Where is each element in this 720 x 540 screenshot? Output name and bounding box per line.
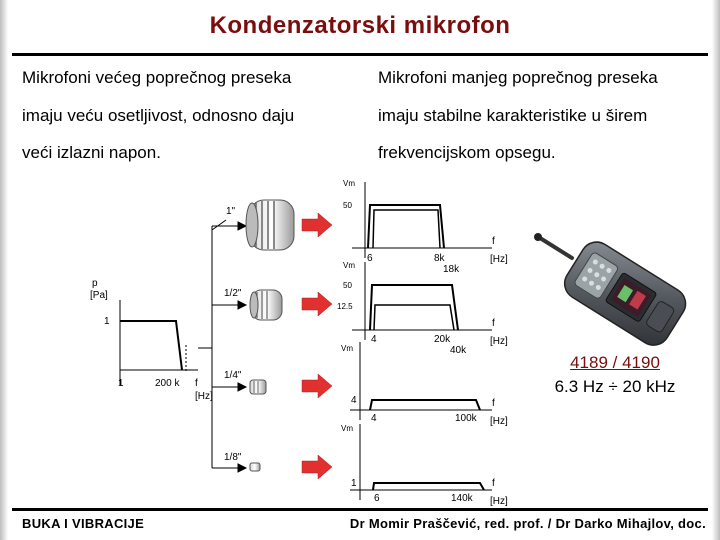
freq-axis-symbol: f: [195, 378, 198, 389]
graph3-x-high: 100k: [455, 413, 477, 424]
graph2-x-low: 4: [371, 334, 377, 345]
footer-course: BUKA I VIBRACIJE: [22, 516, 145, 531]
mic-size-quarter-inch: 1/4": [224, 370, 242, 381]
graph4-x-high: 140k: [451, 493, 473, 504]
graph2-x-extra: 40k: [450, 345, 467, 356]
response-graph-quarter-inch: [341, 342, 508, 427]
footer-divider: [12, 508, 708, 511]
pressure-tick-1: 1: [104, 316, 110, 327]
graph1-x-extra: 18k: [443, 264, 460, 275]
graph1-level: 50: [343, 201, 352, 210]
graph4-ylabel: Vm: [341, 424, 353, 433]
left-text-line-1: Mikrofoni većeg poprečnog preseka: [22, 68, 292, 87]
graph2-ylabel: Vm: [343, 261, 355, 270]
freq-tick-200k: 200 k: [155, 378, 180, 389]
graph1-hz: [Hz]: [490, 254, 508, 265]
graph1-x-low: 6: [367, 253, 373, 264]
arrow-right-icon: [302, 213, 332, 237]
graph3-level: 4: [351, 395, 357, 406]
freq-axis-unit: [Hz]: [195, 391, 213, 402]
microphone-1inch-image: [246, 200, 294, 250]
microphone-quarter-inch-image: [250, 380, 266, 394]
pressure-axis-symbol: p: [92, 278, 98, 289]
red-arrows: [302, 213, 332, 479]
sound-level-meter-image: [534, 233, 692, 351]
graph3-f: f: [492, 398, 495, 409]
graph1-f: f: [492, 236, 495, 247]
microphone-half-inch-image: [250, 290, 282, 320]
left-text-line-3: veći izlazni napon.: [22, 143, 161, 162]
response-graph-eighth-inch: [341, 424, 508, 507]
pressure-axis-unit: [Pa]: [90, 290, 108, 301]
mic-size-half-inch: 1/2": [224, 288, 242, 299]
graph2-hz: [Hz]: [490, 336, 508, 347]
graph3-x-low: 4: [371, 413, 377, 424]
mic-size-1inch: 1": [226, 206, 236, 217]
graph3-hz: [Hz]: [490, 416, 508, 427]
graph1-ylabel: Vm: [343, 179, 355, 188]
right-text-line-3: frekvencijskom opsegu.: [378, 143, 556, 162]
graph2-level: 50: [343, 281, 352, 290]
graph3-ylabel: Vm: [341, 344, 353, 353]
arrow-right-icon: [302, 292, 332, 316]
device-model-number: 4189 / 4190: [570, 353, 660, 372]
footer-authors: Dr Momir Praščević, red. prof. / Dr Darko Mihajlov, doc.: [349, 516, 706, 531]
graph4-hz: [Hz]: [490, 496, 508, 507]
right-text-line-2: imaju stabilne karakteristike u širem: [378, 106, 648, 125]
device-frequency-range: 6.3 Hz ÷ 20 kHz: [554, 377, 676, 396]
graph2-level-2: 12.5: [337, 302, 353, 311]
graph4-f: f: [492, 478, 495, 489]
right-text-line-1: Mikrofoni manjeg poprečnog preseka: [378, 68, 658, 87]
source-pressure-graph: [90, 278, 213, 402]
slide-title: Kondenzatorski mikrofon: [209, 12, 511, 39]
graph2-f: f: [492, 318, 495, 329]
graph1-x-high: 8k: [434, 253, 445, 264]
graph4-level: 1: [351, 478, 357, 489]
freq-tick-1: 1: [118, 378, 124, 389]
arrow-right-icon: [302, 374, 332, 398]
branch-lines: [198, 220, 246, 472]
mic-size-eighth-inch: 1/8": [224, 452, 242, 463]
microphone-eighth-inch-image: [250, 463, 260, 471]
graph2-x-high: 20k: [434, 334, 451, 345]
left-text-line-2: imaju veću osetljivost, odnosno daju: [22, 106, 295, 125]
response-graph-half-inch: [337, 261, 508, 356]
response-graph-1inch: [343, 179, 508, 275]
graph4-x-low: 6: [374, 493, 380, 504]
arrow-right-icon: [302, 455, 332, 479]
